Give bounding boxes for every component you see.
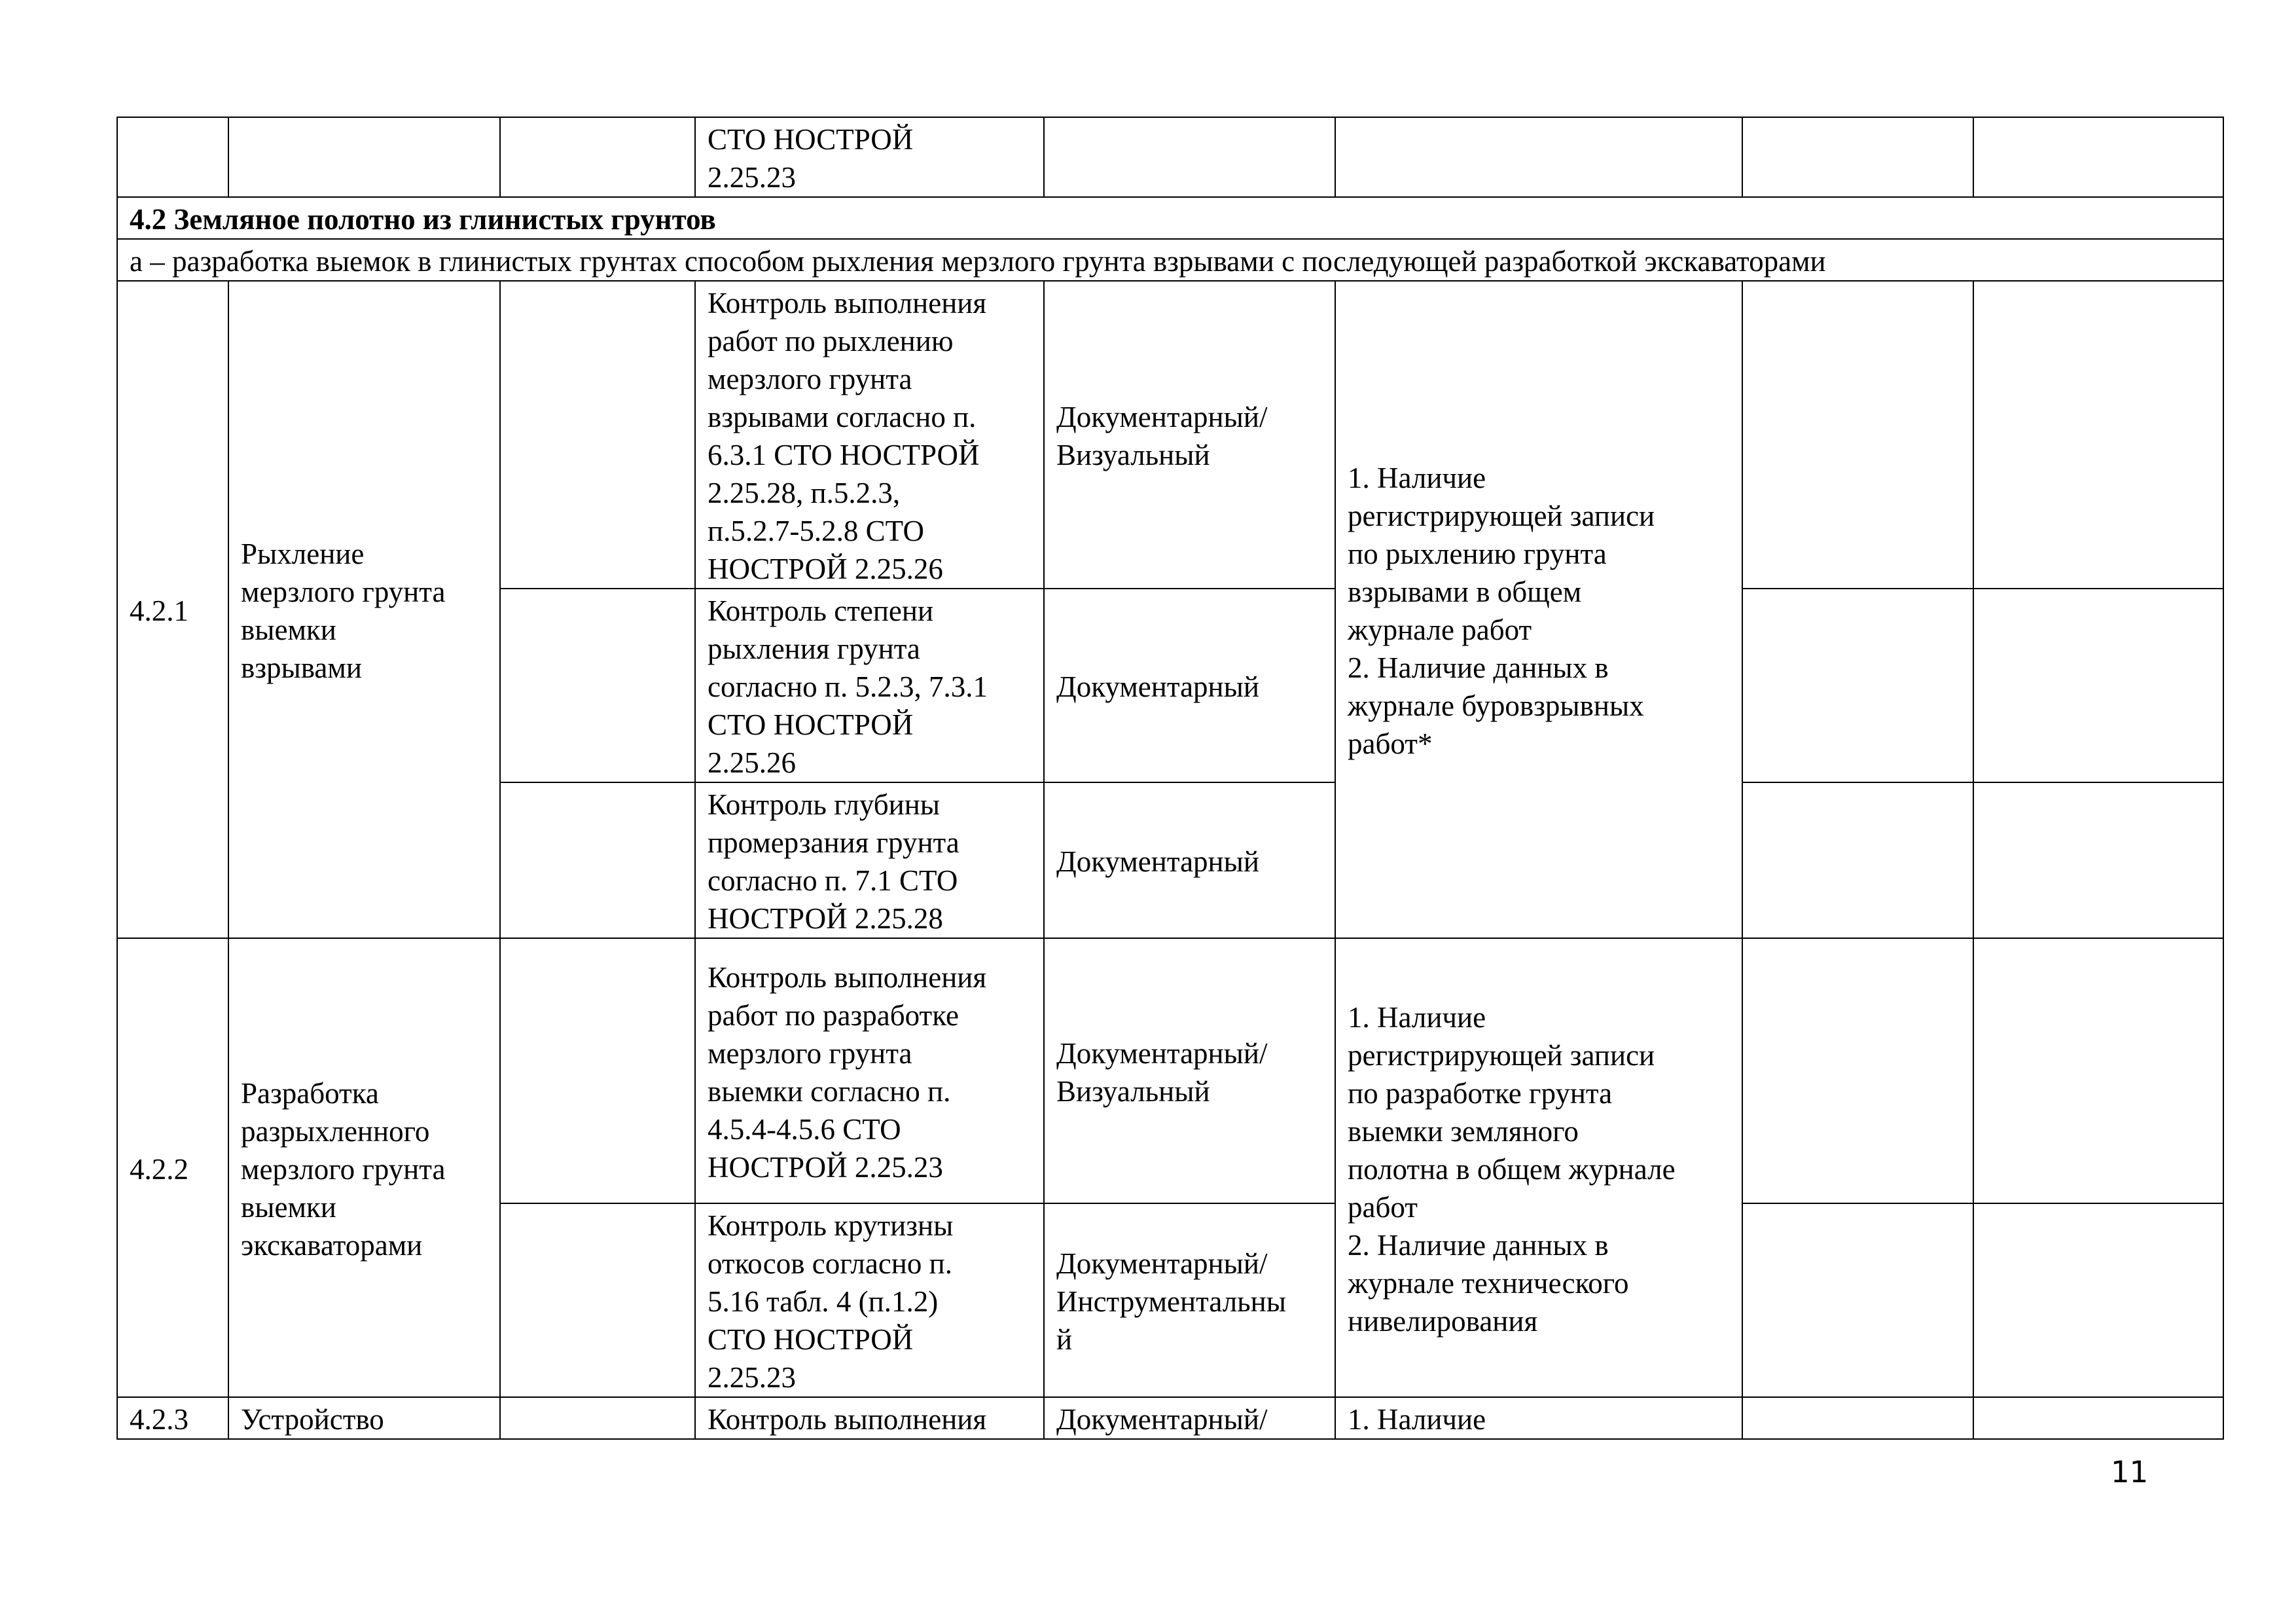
empty-cell: [117, 117, 228, 197]
empty-cell: [1973, 1397, 2223, 1439]
empty-cell: [500, 281, 695, 589]
control-description: Контроль выполнения работ по разработке мерзлого грунта выемки согласно п. 4.5.4-4.5.6 СТО НОСТРОЙ 2.25.23: [695, 938, 1044, 1203]
normative-reference: СТО НОСТРОЙ 2.25.23: [695, 117, 1044, 197]
control-method: Документарный/ Визуальный: [1044, 281, 1335, 589]
item-number: 4.2.1: [117, 281, 228, 938]
subsection-title: а – разработка выемок в глинистых грунтах способом рыхления мерзлого грунта взрывами с последующей разработкой экскаваторами: [117, 239, 2223, 281]
section-title: 4.2 Земляное полотно из глинистых грунтов: [117, 197, 2223, 239]
control-method: Документарный: [1044, 589, 1335, 782]
empty-cell: [1742, 782, 1973, 938]
empty-cell: [500, 782, 695, 938]
section-header-row: [117, 197, 2223, 239]
item-name: Устройство: [228, 1397, 500, 1439]
empty-cell: [1742, 1397, 1973, 1439]
table-row: [117, 117, 2223, 197]
empty-cell: [1742, 117, 1973, 197]
empty-cell: [500, 938, 695, 1203]
empty-cell: [500, 1397, 695, 1439]
evidence-description: 1. Наличие регистрирующей записи по рыхлению грунта взрывами в общем журнале работ 2. Наличие данных в журнале буровзрывных работ*: [1335, 281, 1742, 938]
subsection-row: [117, 239, 2223, 281]
control-description: Контроль выполнения: [695, 1397, 1044, 1439]
table-row: [117, 938, 2223, 1203]
empty-cell: [1742, 281, 1973, 589]
evidence-description: 1. Наличие: [1335, 1397, 1742, 1439]
empty-cell: [1973, 589, 2223, 782]
table-row: [117, 1397, 2223, 1439]
empty-cell: [1742, 1203, 1973, 1397]
empty-cell: [1973, 117, 2223, 197]
control-method: Документарный: [1044, 782, 1335, 938]
item-number: 4.2.3: [117, 1397, 228, 1439]
page-number: 11: [2111, 1455, 2149, 1489]
control-method: Документарный/ Инструментальны й: [1044, 1203, 1335, 1397]
empty-cell: [1973, 281, 2223, 589]
control-description: Контроль выполнения работ по рыхлению мерзлого грунта взрывами согласно п. 6.3.1 СТО НОСТРОЙ 2.25.28, п.5.2.3, п.5.2.7-5.2.8 СТО НОСТРОЙ 2.25.26: [695, 281, 1044, 589]
empty-cell: [500, 117, 695, 197]
item-number: 4.2.2: [117, 938, 228, 1397]
empty-cell: [1335, 117, 1742, 197]
empty-cell: [1742, 938, 1973, 1203]
table-row: [117, 281, 2223, 589]
control-description: Контроль крутизны откосов согласно п. 5.16 табл. 4 (п.1.2) СТО НОСТРОЙ 2.25.23: [695, 1203, 1044, 1397]
evidence-description: 1. Наличие регистрирующей записи по разработке грунта выемки земляного полотна в общем журнале работ 2. Наличие данных в журнале технического нивелирования: [1335, 938, 1742, 1397]
empty-cell: [1973, 938, 2223, 1203]
item-name: Разработка разрыхленного мерзлого грунта выемки экскаваторами: [228, 938, 500, 1397]
control-description: Контроль степени рыхления грунта согласно п. 5.2.3, 7.3.1 СТО НОСТРОЙ 2.25.26: [695, 589, 1044, 782]
control-table: [117, 117, 2224, 1440]
empty-cell: [1742, 589, 1973, 782]
empty-cell: [500, 1203, 695, 1397]
empty-cell: [1973, 782, 2223, 938]
control-method: Документарный/: [1044, 1397, 1335, 1439]
control-description: Контроль глубины промерзания грунта согласно п. 7.1 СТО НОСТРОЙ 2.25.28: [695, 782, 1044, 938]
empty-cell: [1973, 1203, 2223, 1397]
control-method: Документарный/ Визуальный: [1044, 938, 1335, 1203]
empty-cell: [228, 117, 500, 197]
item-name: Рыхление мерзлого грунта выемки взрывами: [228, 281, 500, 938]
empty-cell: [1044, 117, 1335, 197]
empty-cell: [500, 589, 695, 782]
